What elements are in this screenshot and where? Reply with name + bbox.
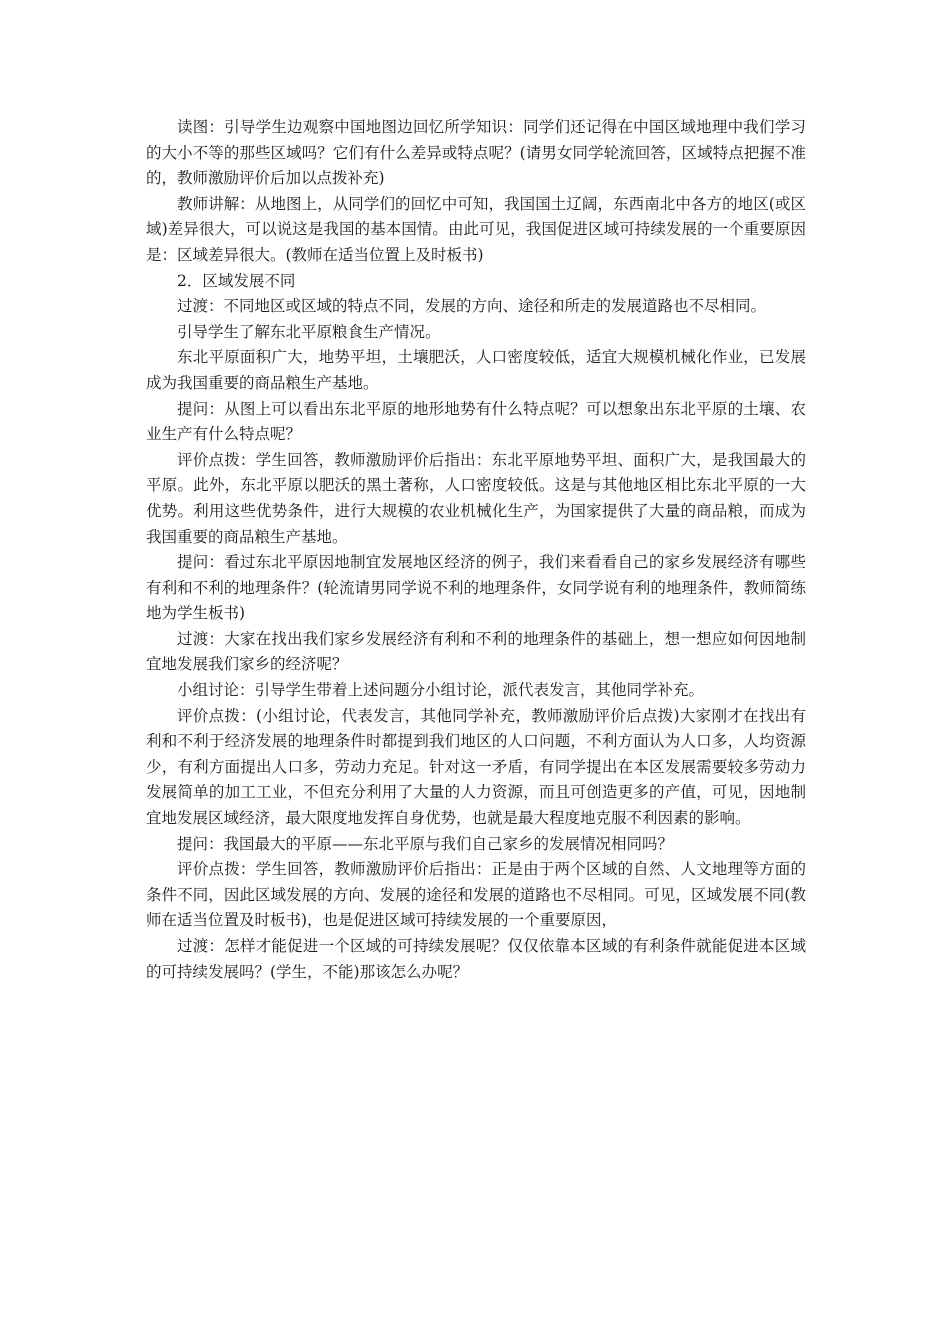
paragraph-group-discussion: 小组讨论：引导学生带着上述问题分小组讨论，派代表发言，其他同学补充。	[177, 681, 705, 700]
paragraph-evaluation-3: 评价点拨：学生回答，教师激励评价后指出：正是由于两个区域的自然、人文地理等方面的条件不同，因此区域发展的方向、发展的途径和发展的道路也不尽相同。可见，区域发展不同(教师在适当位置及时板书)，也是促进区域可持续发展的一个重要原因，	[146, 860, 806, 930]
paragraph-transition-1: 过渡：不同地区或区域的特点不同，发展的方向、途径和所走的发展道路也不尽相同。	[177, 297, 767, 316]
paragraph-question-2: 提问：看过东北平原因地制宜发展地区经济的例子，我们来看看自己的家乡发展经济有哪些有利和不利的地理条件？(轮流请男同学说不利的地理条件，女同学说有利的地理条件，教师简练地为学生板书)	[146, 553, 806, 623]
paragraph-northeast-plain: 东北平原面积广大，地势平坦，土壤肥沃，人口密度较低，适宜大规模机械化作业，已发展成为我国重要的商品粮生产基地。	[146, 348, 806, 392]
paragraph-question-3: 提问：我国最大的平原——东北平原与我们自己家乡的发展情况相同吗？	[177, 834, 674, 853]
paragraph-evaluation-1: 评价点拨：学生回答，教师激励评价后指出：东北平原地势平坦、面积广大，是我国最大的平原。此外，东北平原以肥沃的黑土著称，人口密度较低。这是与其他地区相比东北平原的一大优势。利用这些优势条件，进行大规模的农业机械化生产，为国家提供了大量的商品粮，而成为我国重要的商品粮生产基地。	[146, 450, 806, 546]
paragraph-question-1: 提问：从图上可以看出东北平原的地形地势有什么特点呢？可以想象出东北平原的土壤、农业生产有什么特点呢？	[146, 399, 806, 444]
section-heading-regional-development: 2．区域发展不同	[177, 271, 296, 290]
paragraph-transition-2: 过渡：大家在找出我们家乡发展经济有利和不利的地理条件的基础上，想一想应如何因地制宜地发展我们家乡的经济呢？	[146, 629, 806, 674]
document-page	[146, 115, 806, 985]
paragraph-transition-3: 过渡：怎样才能促进一个区域的可持续发展呢？仅仅依靠本区域的有利条件就能促进本区域的可持续发展吗？(学生，不能)那该怎么办呢？	[146, 937, 806, 981]
paragraph-guide-students: 引导学生了解东北平原粮食生产情况。	[177, 322, 441, 341]
paragraph-teacher-explain: 教师讲解：从地图上，从同学们的回忆中可知，我国国土辽阔，东西南北中各方的地区(或区域)差异很大，可以说这是我国的基本国情。由此可见，我国促进区域可持续发展的一个重要原因是：区域差异很大。(教师在适当位置上及时板书)	[146, 194, 806, 264]
paragraph-evaluation-2: 评价点拨：(小组讨论，代表发言，其他同学补充，教师激励评价后点拨)大家刚才在找出有利和不利于经济发展的地理条件时都提到我们地区的人口问题，不利方面认为人口多，人均资源少，有利方面提出人口多，劳动力充足。针对这一矛盾，有同学提出在本区发展需要较多劳动力发展简单的加工工业，不但充分利用了大量的人力资源，而且可创造更多的产值，可见，因地制宜地发展区域经济，最大限度地发挥自身优势，也就是最大程度地克服不利因素的影响。	[146, 706, 806, 828]
paragraph-read-map: 读图：引导学生边观察中国地图边回忆所学知识：同学们还记得在中国区域地理中我们学习的大小不等的那些区域吗？它们有什么差异或特点呢？(请男女同学轮流回答，区域特点把握不准的，教师激励评价后加以点拨补充)	[146, 118, 806, 188]
